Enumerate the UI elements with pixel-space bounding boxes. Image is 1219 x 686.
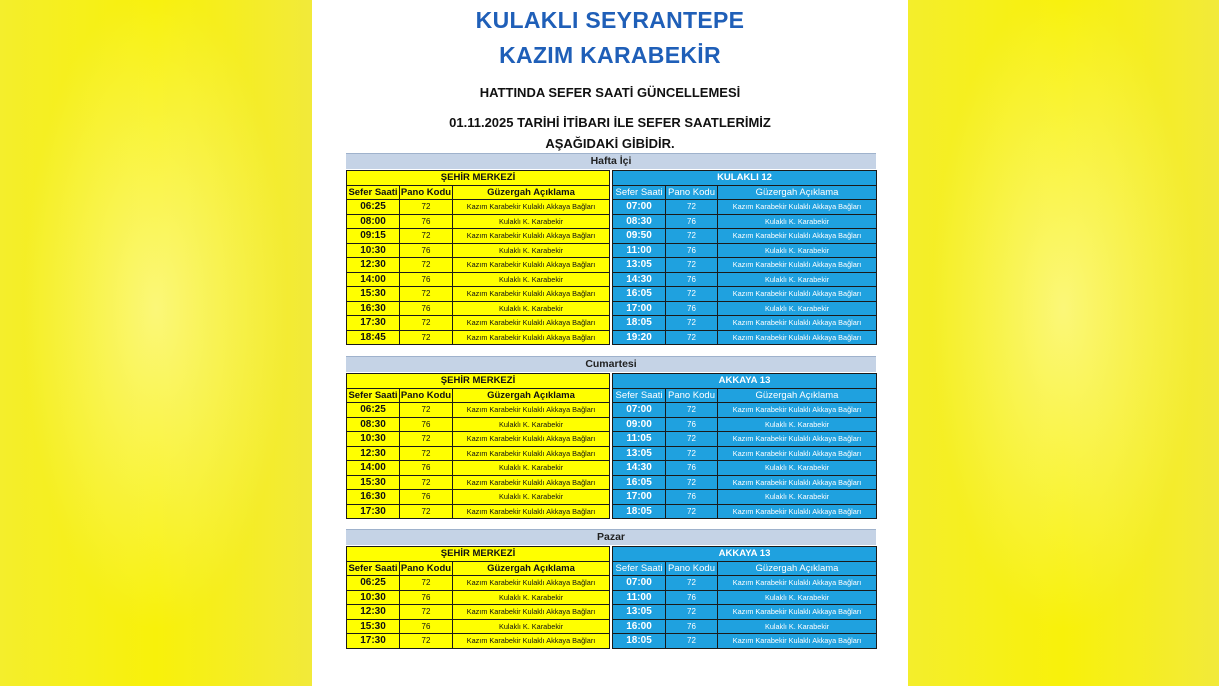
table-row <box>347 432 610 447</box>
column-header-code: Pano Kodu <box>400 562 452 574</box>
panel-code: 72 <box>400 475 453 490</box>
pazar-left-table <box>346 546 610 649</box>
route-description: Kazım Karabekir Kulaklı Akkaya Bağları <box>718 403 877 418</box>
table-row <box>613 417 877 432</box>
column-header-time: Sefer Saati <box>613 561 666 576</box>
route-description: Kulaklı K. Karabekir <box>453 301 610 316</box>
route-description: Kulaklı K. Karabekir <box>453 619 610 634</box>
panel-code: 72 <box>400 287 453 302</box>
route-description: Kazım Karabekir Kulaklı Akkaya Bağları <box>453 605 610 620</box>
route-description: Kazım Karabekir Kulaklı Akkaya Bağları <box>718 258 877 273</box>
departure-time: 13:05 <box>613 446 666 461</box>
table-row <box>613 200 877 215</box>
column-header-row <box>613 388 877 403</box>
table-row <box>347 229 610 244</box>
table-row <box>613 432 877 447</box>
panel-code: 72 <box>400 200 453 215</box>
departure-time: 11:05 <box>613 432 666 447</box>
column-header-route: Güzergah Açıklama <box>718 388 877 403</box>
subtitle: HATTINDA SEFER SAATİ GÜNCELLEMESİ <box>479 85 741 100</box>
route-description: Kazım Karabekir Kulaklı Akkaya Bağları <box>453 258 610 273</box>
table-caption-row <box>347 171 610 186</box>
departure-time: 19:20 <box>613 330 666 345</box>
route-description: Kazım Karabekir Kulaklı Akkaya Bağları <box>453 330 610 345</box>
panel-code: 76 <box>400 272 453 287</box>
panel-code: 72 <box>666 403 718 418</box>
panel-code: 76 <box>400 461 453 476</box>
table-row <box>347 417 610 432</box>
table-row <box>613 301 877 316</box>
table-row <box>347 634 610 649</box>
route-description: Kulaklı K. Karabekir <box>453 272 610 287</box>
route-description: Kulaklı K. Karabekir <box>453 461 610 476</box>
route-description: Kulaklı K. Karabekir <box>718 461 877 476</box>
panel-code: 76 <box>400 619 453 634</box>
panel-code: 72 <box>400 504 453 519</box>
departure-time: 10:30 <box>347 590 400 605</box>
departure-time: 16:05 <box>613 287 666 302</box>
background-right-panel <box>908 0 1219 686</box>
departure-time: 09:50 <box>613 229 666 244</box>
table-row <box>347 605 610 620</box>
table-row <box>347 403 610 418</box>
table-row <box>613 461 877 476</box>
departure-time: 14:30 <box>613 272 666 287</box>
departure-time: 12:30 <box>347 605 400 620</box>
panel-code: 76 <box>400 417 453 432</box>
departure-time: 13:05 <box>613 258 666 273</box>
departure-time: 16:00 <box>613 619 666 634</box>
route-description: Kazım Karabekir Kulaklı Akkaya Bağları <box>453 316 610 331</box>
route-description: Kulaklı K. Karabekir <box>453 417 610 432</box>
panel-code: 72 <box>400 446 453 461</box>
column-header-row <box>613 561 877 576</box>
column-header-code: Pano Kodu <box>400 186 452 198</box>
table-row <box>613 634 877 649</box>
table-row <box>347 461 610 476</box>
route-description: Kazım Karabekir Kulaklı Akkaya Bağları <box>718 446 877 461</box>
table-row <box>347 619 610 634</box>
table-row <box>347 576 610 591</box>
table-row <box>347 200 610 215</box>
column-header-row <box>347 561 610 576</box>
table-row <box>613 605 877 620</box>
panel-code: 72 <box>666 475 718 490</box>
departure-time: 09:15 <box>347 229 400 244</box>
cumartesi-right-table <box>612 373 877 519</box>
panel-code: 72 <box>666 229 718 244</box>
panel-code: 72 <box>666 605 718 620</box>
panel-code: 72 <box>666 634 718 649</box>
table-row <box>347 243 610 258</box>
route-description: Kazım Karabekir Kulaklı Akkaya Bağları <box>453 200 610 215</box>
departure-time: 12:30 <box>347 446 400 461</box>
departure-time: 15:30 <box>347 287 400 302</box>
route-description: Kazım Karabekir Kulaklı Akkaya Bağları <box>453 576 610 591</box>
table-caption-row <box>347 547 610 562</box>
panel-code: 76 <box>666 461 718 476</box>
table-row <box>613 475 877 490</box>
table-row <box>613 590 877 605</box>
departure-time: 18:05 <box>613 634 666 649</box>
terminal-caption: KULAKLI 12 <box>613 171 877 186</box>
panel-code: 72 <box>400 258 453 273</box>
table-caption-row <box>347 374 610 389</box>
departure-time: 14:00 <box>347 272 400 287</box>
table-row <box>347 214 610 229</box>
departure-time: 17:30 <box>347 504 400 519</box>
panel-code: 76 <box>666 417 718 432</box>
departure-time: 16:30 <box>347 301 400 316</box>
pazar-right-table <box>612 546 877 649</box>
route-description: Kazım Karabekir Kulaklı Akkaya Bağları <box>718 432 877 447</box>
route-description: Kazım Karabekir Kulaklı Akkaya Bağları <box>718 316 877 331</box>
column-header-route: Güzergah Açıklama <box>718 185 877 200</box>
panel-code: 76 <box>400 214 453 229</box>
departure-time: 11:00 <box>613 243 666 258</box>
panel-code: 76 <box>400 490 453 505</box>
title-line-1: KULAKLI SEYRANTEPE <box>475 7 745 33</box>
column-header-time: Sefer Saati <box>613 185 666 200</box>
table-row <box>347 504 610 519</box>
route-description: Kazım Karabekir Kulaklı Akkaya Bağları <box>453 446 610 461</box>
panel-code: 76 <box>666 301 718 316</box>
panel-code: 72 <box>400 229 453 244</box>
origin-caption: ŞEHİR MERKEZİ <box>347 547 610 562</box>
departure-time: 18:05 <box>613 504 666 519</box>
panel-code: 72 <box>666 330 718 345</box>
route-description: Kazım Karabekir Kulaklı Akkaya Bağları <box>453 504 610 519</box>
panel-code: 76 <box>666 272 718 287</box>
route-description: Kazım Karabekir Kulaklı Akkaya Bağları <box>718 229 877 244</box>
departure-time: 08:30 <box>613 214 666 229</box>
panel-code: 72 <box>666 258 718 273</box>
panel-code: 76 <box>400 243 453 258</box>
departure-time: 15:30 <box>347 619 400 634</box>
table-caption-row <box>613 171 877 186</box>
departure-time: 06:25 <box>347 200 400 215</box>
table-row <box>347 258 610 273</box>
table-row <box>347 330 610 345</box>
panel-code: 76 <box>666 214 718 229</box>
column-header-time: Sefer Saati <box>348 562 398 574</box>
column-header-route: Güzergah Açıklama <box>718 561 877 576</box>
origin-caption: ŞEHİR MERKEZİ <box>347 171 610 186</box>
table-row <box>613 229 877 244</box>
departure-time: 07:00 <box>613 200 666 215</box>
table-row <box>613 287 877 302</box>
column-header-row <box>347 185 610 200</box>
notice-line-2: AŞAĞIDAKİ GİBİDİR. <box>545 136 675 151</box>
section-header-pazar: Pazar <box>346 529 876 545</box>
departure-time: 17:30 <box>347 316 400 331</box>
departure-time: 18:45 <box>347 330 400 345</box>
panel-code: 76 <box>666 619 718 634</box>
column-header-code: Pano Kodu <box>666 561 718 576</box>
panel-code: 72 <box>400 576 453 591</box>
route-description: Kulaklı K. Karabekir <box>718 619 877 634</box>
section-header-hafta-ici: Hafta İçi <box>346 153 876 169</box>
section-header-cumartesi: Cumartesi <box>346 356 876 372</box>
panel-code: 72 <box>666 287 718 302</box>
table-row <box>613 214 877 229</box>
column-header-time: Sefer Saati <box>348 186 398 198</box>
departure-time: 07:00 <box>613 403 666 418</box>
table-row <box>613 576 877 591</box>
route-description: Kulaklı K. Karabekir <box>453 243 610 258</box>
panel-code: 72 <box>400 316 453 331</box>
column-header-route: Güzergah Açıklama <box>453 388 610 403</box>
cumartesi-left-table <box>346 373 610 519</box>
route-description: Kulaklı K. Karabekir <box>718 272 877 287</box>
panel-code: 76 <box>400 301 453 316</box>
column-header-code: Pano Kodu <box>400 389 452 401</box>
column-header-row <box>613 185 877 200</box>
panel-code: 76 <box>666 490 718 505</box>
panel-code: 72 <box>666 504 718 519</box>
table-row <box>347 287 610 302</box>
departure-time: 07:00 <box>613 576 666 591</box>
route-description: Kulaklı K. Karabekir <box>453 590 610 605</box>
table-caption-row <box>613 374 877 389</box>
table-row <box>347 590 610 605</box>
table-row <box>613 272 877 287</box>
table-row <box>347 490 610 505</box>
departure-time: 08:30 <box>347 417 400 432</box>
route-description: Kazım Karabekir Kulaklı Akkaya Bağları <box>718 634 877 649</box>
terminal-caption: AKKAYA 13 <box>613 547 877 562</box>
departure-time: 11:00 <box>613 590 666 605</box>
departure-time: 06:25 <box>347 576 400 591</box>
table-row <box>347 316 610 331</box>
route-description: Kazım Karabekir Kulaklı Akkaya Bağları <box>453 287 610 302</box>
departure-time: 16:05 <box>613 475 666 490</box>
column-header-row <box>347 388 610 403</box>
route-description: Kazım Karabekir Kulaklı Akkaya Bağları <box>718 475 877 490</box>
departure-time: 17:00 <box>613 301 666 316</box>
table-row <box>347 301 610 316</box>
route-description: Kulaklı K. Karabekir <box>453 490 610 505</box>
table-row <box>347 272 610 287</box>
route-description: Kazım Karabekir Kulaklı Akkaya Bağları <box>453 432 610 447</box>
panel-code: 76 <box>666 590 718 605</box>
departure-time: 15:30 <box>347 475 400 490</box>
panel-code: 72 <box>666 576 718 591</box>
column-header-route: Güzergah Açıklama <box>453 185 610 200</box>
route-description: Kazım Karabekir Kulaklı Akkaya Bağları <box>718 504 877 519</box>
column-header-route: Güzergah Açıklama <box>453 561 610 576</box>
departure-time: 14:00 <box>347 461 400 476</box>
table-row <box>347 475 610 490</box>
route-description: Kulaklı K. Karabekir <box>718 417 877 432</box>
table-row <box>613 258 877 273</box>
route-description: Kazım Karabekir Kulaklı Akkaya Bağları <box>453 403 610 418</box>
column-header-code: Pano Kodu <box>666 185 718 200</box>
panel-code: 72 <box>666 200 718 215</box>
route-description: Kazım Karabekir Kulaklı Akkaya Bağları <box>718 200 877 215</box>
table-row <box>347 446 610 461</box>
panel-code: 76 <box>666 243 718 258</box>
panel-code: 72 <box>666 316 718 331</box>
origin-caption: ŞEHİR MERKEZİ <box>347 374 610 389</box>
table-row <box>613 403 877 418</box>
title-line-2: KAZIM KARABEKİR <box>499 42 721 68</box>
panel-code: 72 <box>400 605 453 620</box>
departure-time: 17:00 <box>613 490 666 505</box>
route-description: Kazım Karabekir Kulaklı Akkaya Bağları <box>718 576 877 591</box>
departure-time: 16:30 <box>347 490 400 505</box>
table-row <box>613 316 877 331</box>
route-description: Kazım Karabekir Kulaklı Akkaya Bağları <box>718 287 877 302</box>
departure-time: 09:00 <box>613 417 666 432</box>
departure-time: 14:30 <box>613 461 666 476</box>
column-header-time: Sefer Saati <box>613 388 666 403</box>
panel-code: 72 <box>400 403 453 418</box>
table-row <box>613 446 877 461</box>
hafta-ici-left-table <box>346 170 610 345</box>
hafta-ici-right-table <box>612 170 877 345</box>
background-left-panel <box>0 0 312 686</box>
table-caption-row <box>613 547 877 562</box>
route-description: Kazım Karabekir Kulaklı Akkaya Bağları <box>718 605 877 620</box>
route-description: Kulaklı K. Karabekir <box>718 490 877 505</box>
panel-code: 76 <box>400 590 453 605</box>
schedule-document <box>312 0 908 686</box>
departure-time: 08:00 <box>347 214 400 229</box>
departure-time: 06:25 <box>347 403 400 418</box>
column-header-code: Pano Kodu <box>666 388 718 403</box>
departure-time: 10:30 <box>347 432 400 447</box>
terminal-caption: AKKAYA 13 <box>613 374 877 389</box>
table-row <box>613 243 877 258</box>
departure-time: 10:30 <box>347 243 400 258</box>
route-description: Kazım Karabekir Kulaklı Akkaya Bağları <box>453 229 610 244</box>
table-row <box>613 490 877 505</box>
departure-time: 18:05 <box>613 316 666 331</box>
table-row <box>613 619 877 634</box>
panel-code: 72 <box>666 446 718 461</box>
route-description: Kazım Karabekir Kulaklı Akkaya Bağları <box>718 330 877 345</box>
route-description: Kazım Karabekir Kulaklı Akkaya Bağları <box>453 634 610 649</box>
panel-code: 72 <box>400 634 453 649</box>
panel-code: 72 <box>400 330 453 345</box>
notice-line-1: 01.11.2025 TARİHİ İTİBARI İLE SEFER SAATLERİMİZ <box>449 115 771 130</box>
route-description: Kulaklı K. Karabekir <box>718 590 877 605</box>
route-description: Kulaklı K. Karabekir <box>718 301 877 316</box>
departure-time: 12:30 <box>347 258 400 273</box>
route-description: Kulaklı K. Karabekir <box>718 243 877 258</box>
route-description: Kulaklı K. Karabekir <box>453 214 610 229</box>
table-row <box>613 330 877 345</box>
table-row <box>613 504 877 519</box>
departure-time: 17:30 <box>347 634 400 649</box>
departure-time: 13:05 <box>613 605 666 620</box>
column-header-time: Sefer Saati <box>348 389 398 401</box>
panel-code: 72 <box>666 432 718 447</box>
route-description: Kazım Karabekir Kulaklı Akkaya Bağları <box>453 475 610 490</box>
route-description: Kulaklı K. Karabekir <box>718 214 877 229</box>
panel-code: 72 <box>400 432 453 447</box>
